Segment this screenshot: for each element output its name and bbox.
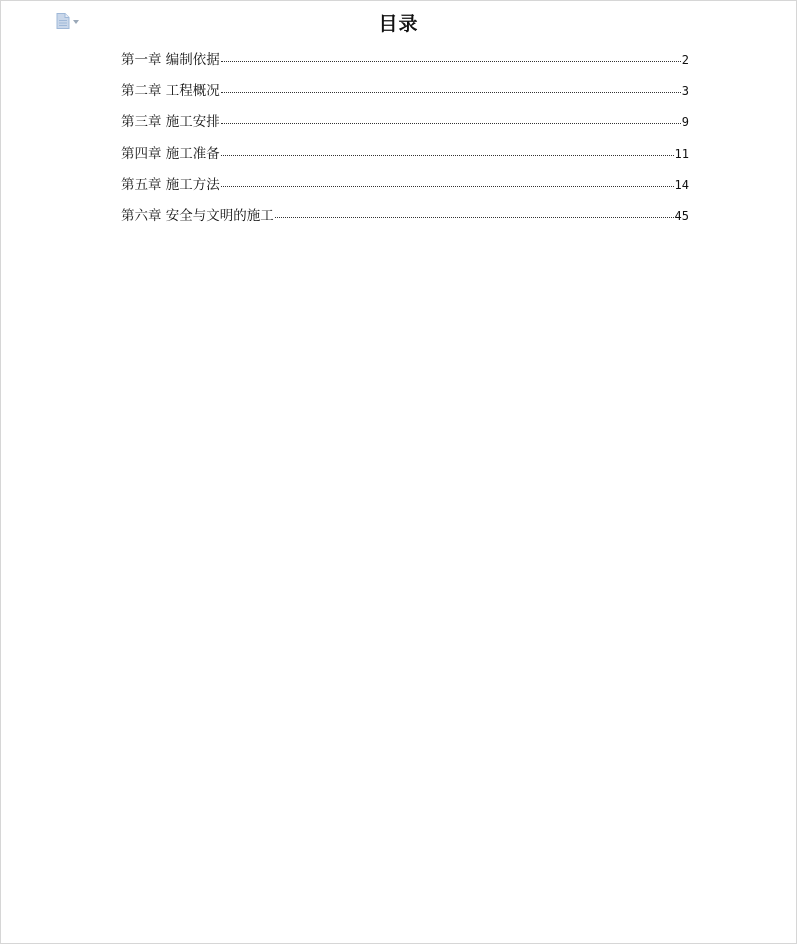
- toc-chapter-number: 第六章: [121, 207, 162, 224]
- toc-title: 目录: [378, 13, 419, 35]
- toc-dot-leader: [221, 186, 674, 187]
- toc-entry-chapter-1[interactable]: [121, 48, 689, 79]
- toc-chapter-name: 施工安排: [165, 114, 220, 131]
- toc-entry-chapter-2[interactable]: [121, 79, 689, 110]
- toc-entry-chapter-6[interactable]: [121, 204, 689, 235]
- toc-chapter-number: 第一章: [121, 52, 162, 68]
- toc-dot-leader: [221, 123, 681, 124]
- toc-chapter-name: 施工准备: [165, 145, 220, 162]
- toc-chapter-number: 第二章: [121, 83, 162, 100]
- toc-chapter-number: 第三章: [121, 114, 162, 131]
- toc-page-number: 9: [681, 115, 689, 130]
- toc-chapter-name: 编制依据: [165, 52, 220, 68]
- toc-entry-chapter-5[interactable]: [121, 173, 689, 204]
- toc-chapter-name: 安全与文明的施工: [165, 207, 274, 224]
- toc-dot-leader: [221, 92, 681, 93]
- toc-page-number: 2: [681, 53, 689, 67]
- toc-page-number: 11: [674, 146, 689, 161]
- toc-dot-leader: [221, 155, 674, 156]
- toc-dot-leader: [275, 217, 674, 218]
- toc-chapter-name: 施工方法: [165, 176, 220, 193]
- toc-chapter-name: 工程概况: [165, 83, 220, 100]
- toc-chapter-number: 第五章: [121, 176, 162, 193]
- toc-page-number: 3: [681, 84, 689, 99]
- toc-page-number: 14: [674, 177, 689, 192]
- toc-entry-chapter-4[interactable]: [121, 142, 689, 173]
- toc-chapter-number: 第四章: [121, 145, 162, 162]
- toc-page-number: 45: [674, 208, 689, 223]
- table-of-contents: [121, 48, 689, 235]
- toc-entry-chapter-3[interactable]: [121, 110, 689, 141]
- toc-dot-leader: [221, 61, 681, 62]
